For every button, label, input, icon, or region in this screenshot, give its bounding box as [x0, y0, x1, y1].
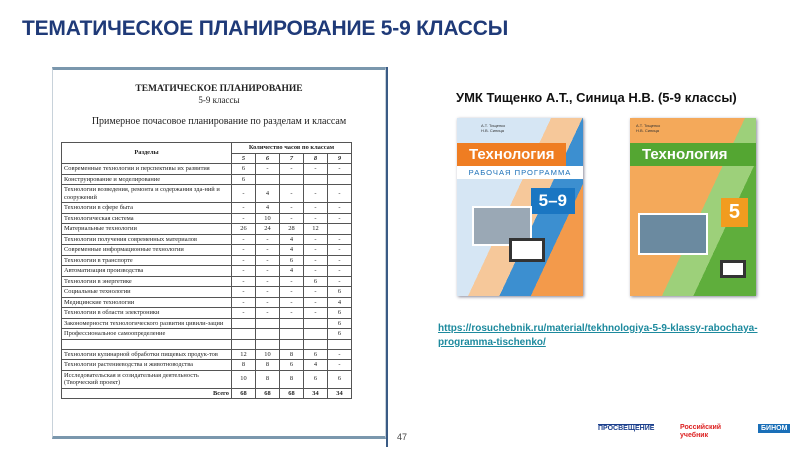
- section-name: Технологии в энергетике: [62, 276, 232, 287]
- hours-cell: -: [328, 185, 352, 203]
- hours-table: [61, 142, 352, 399]
- table-row: [62, 349, 352, 360]
- hours-cell: -: [304, 245, 328, 256]
- section-name: Автоматизация производства: [62, 266, 232, 277]
- hours-cell: -: [304, 297, 328, 308]
- section-name: Всего: [62, 388, 232, 399]
- hours-cell: 6: [328, 287, 352, 298]
- col-header-hours: Количество часов по классам: [232, 143, 352, 154]
- section-name: Технологии возведения, ремонта и содержания зда-ний и сооружений: [62, 185, 232, 203]
- hours-cell: [256, 329, 280, 340]
- hours-cell: -: [232, 203, 256, 214]
- hours-cell: -: [256, 297, 280, 308]
- hours-cell: [280, 329, 304, 340]
- hours-cell: [256, 339, 280, 349]
- hours-cell: [328, 224, 352, 235]
- hours-cell: 6: [328, 370, 352, 388]
- hours-cell: 4: [328, 297, 352, 308]
- hours-cell: 68: [232, 388, 256, 399]
- book-title: Технология: [630, 143, 756, 166]
- table-row: [62, 164, 352, 175]
- hours-cell: -: [328, 360, 352, 371]
- hours-cell: 28: [280, 224, 304, 235]
- hours-cell: 4: [256, 185, 280, 203]
- section-name: Исследовательская и созидательная деятельность (Творческий проект): [62, 370, 232, 388]
- table-row: [62, 318, 352, 329]
- section-name: Технологическая система: [62, 213, 232, 224]
- hours-cell: 26: [232, 224, 256, 235]
- hours-cell: 6: [280, 360, 304, 371]
- hours-cell: -: [304, 164, 328, 175]
- book-title: Технология: [457, 143, 566, 166]
- hours-cell: -: [328, 234, 352, 245]
- hours-cell: 4: [304, 360, 328, 371]
- hours-cell: 34: [304, 388, 328, 399]
- book-authors: А.Т. Тищенко Н.В. Синица: [481, 123, 506, 133]
- hours-cell: -: [328, 245, 352, 256]
- hours-cell: -: [232, 185, 256, 203]
- hours-cell: -: [328, 349, 352, 360]
- section-name: Современные информационные технологии: [62, 245, 232, 256]
- hours-cell: [256, 174, 280, 185]
- section-name: Технологии растениеводства и животноводства: [62, 360, 232, 371]
- hours-cell: 6: [328, 318, 352, 329]
- hours-cell: 6: [328, 329, 352, 340]
- hours-cell: -: [304, 185, 328, 203]
- hours-cell: -: [256, 266, 280, 277]
- hours-cell: -: [280, 185, 304, 203]
- section-name: [62, 339, 232, 349]
- hours-cell: -: [304, 255, 328, 266]
- monitor-icon: [720, 260, 746, 278]
- hours-cell: -: [232, 297, 256, 308]
- hours-cell: [280, 174, 304, 185]
- hours-cell: 34: [328, 388, 352, 399]
- hours-cell: -: [232, 213, 256, 224]
- book-authors: А.Т. Тищенко Н.В. Синица: [636, 123, 661, 133]
- book-grades: 5–9: [531, 188, 575, 214]
- hours-cell: 12: [304, 224, 328, 235]
- hours-cell: 6: [304, 349, 328, 360]
- hours-cell: -: [280, 308, 304, 319]
- table-row: [62, 174, 352, 185]
- hours-cell: 10: [256, 213, 280, 224]
- hours-cell: -: [280, 203, 304, 214]
- section-name: Закономерности технологического развития цивили-зации: [62, 318, 232, 329]
- hours-cell: -: [328, 266, 352, 277]
- hours-cell: 12: [232, 349, 256, 360]
- logo-prosveshchenie: ПРОСВЕЩЕНИЕ: [598, 425, 655, 432]
- hours-cell: 6: [304, 276, 328, 287]
- hours-cell: -: [256, 164, 280, 175]
- table-row: [62, 245, 352, 256]
- planning-document: [52, 67, 386, 439]
- col-header-sections: Разделы: [62, 143, 232, 164]
- hours-cell: -: [328, 255, 352, 266]
- section-name: Конструирование и моделирование: [62, 174, 232, 185]
- table-row: [62, 388, 352, 399]
- table-row: [62, 287, 352, 298]
- class-header: 6: [256, 153, 280, 164]
- table-row: [62, 213, 352, 224]
- hours-cell: 4: [280, 266, 304, 277]
- hours-cell: 68: [256, 388, 280, 399]
- hours-cell: -: [256, 308, 280, 319]
- hours-cell: 8: [280, 370, 304, 388]
- page-number: 47: [397, 432, 408, 442]
- divider: [386, 67, 388, 447]
- section-name: Социальные технологии: [62, 287, 232, 298]
- hours-cell: -: [256, 245, 280, 256]
- hours-cell: [304, 318, 328, 329]
- class-header: 5: [232, 153, 256, 164]
- doc-heading: ТЕМАТИЧЕСКОЕ ПЛАНИРОВАНИЕ: [135, 84, 303, 94]
- hours-cell: 8: [256, 360, 280, 371]
- hours-cell: -: [232, 276, 256, 287]
- section-name: Технологии в транспорте: [62, 255, 232, 266]
- workshop-photo: [638, 213, 708, 255]
- hours-cell: -: [328, 164, 352, 175]
- table-row: [62, 234, 352, 245]
- hours-cell: -: [280, 297, 304, 308]
- table-row: [62, 370, 352, 388]
- hours-cell: -: [328, 276, 352, 287]
- section-name: Материальные технологии: [62, 224, 232, 235]
- hours-cell: -: [256, 234, 280, 245]
- class-header: 9: [328, 153, 352, 164]
- hours-cell: -: [232, 245, 256, 256]
- hours-cell: -: [280, 164, 304, 175]
- hours-cell: 6: [328, 308, 352, 319]
- hours-cell: 6: [304, 370, 328, 388]
- hours-cell: 6: [232, 164, 256, 175]
- hours-cell: 4: [280, 245, 304, 256]
- table-row: [62, 297, 352, 308]
- section-name: Технологии кулинарной обработки пищевых продук-тов: [62, 349, 232, 360]
- hours-cell: -: [232, 234, 256, 245]
- hours-cell: [304, 174, 328, 185]
- hours-cell: -: [304, 287, 328, 298]
- hours-cell: [232, 339, 256, 349]
- hours-cell: 24: [256, 224, 280, 235]
- class-header: 7: [280, 153, 304, 164]
- hours-cell: -: [256, 276, 280, 287]
- hours-cell: -: [304, 266, 328, 277]
- section-name: Технологии получения современных материалов: [62, 234, 232, 245]
- hours-cell: -: [280, 287, 304, 298]
- table-row: [62, 266, 352, 277]
- hours-cell: -: [304, 203, 328, 214]
- logo-rossiyskiy-uchebnik: Российский учебник: [680, 424, 722, 439]
- table-row: [62, 276, 352, 287]
- doc-subtitle: Примерное почасовое планирование по разделам и классам: [91, 116, 347, 127]
- hours-cell: -: [232, 255, 256, 266]
- hours-cell: 6: [232, 174, 256, 185]
- section-name: Технологии в области электроники: [62, 308, 232, 319]
- section-name: Технологии в сфере быта: [62, 203, 232, 214]
- hours-cell: -: [304, 234, 328, 245]
- table-row: [62, 185, 352, 203]
- hours-cell: [232, 318, 256, 329]
- hours-cell: 10: [256, 349, 280, 360]
- hours-cell: 8: [232, 360, 256, 371]
- hours-cell: -: [328, 213, 352, 224]
- hours-cell: 8: [280, 349, 304, 360]
- hours-cell: [304, 339, 328, 349]
- hours-cell: -: [304, 213, 328, 224]
- book-subtitle: РАБОЧАЯ ПРОГРАММА: [457, 166, 583, 179]
- hours-cell: [280, 339, 304, 349]
- slide-title: ТЕМАТИЧЕСКОЕ ПЛАНИРОВАНИЕ 5-9 КЛАССЫ: [22, 17, 509, 40]
- book-cover-grade-5: [630, 118, 756, 296]
- hours-cell: -: [304, 308, 328, 319]
- section-name: Медицинские технологии: [62, 297, 232, 308]
- hours-cell: -: [256, 255, 280, 266]
- monitor-icon: [509, 238, 545, 262]
- hours-cell: [328, 339, 352, 349]
- table-row: [62, 308, 352, 319]
- book-grade: 5: [721, 198, 748, 227]
- hours-cell: 4: [280, 234, 304, 245]
- table-row: [62, 203, 352, 214]
- hours-cell: [232, 329, 256, 340]
- program-link[interactable]: https://rosuchebnik.ru/material/tekhnologiya-5-9-klassy-rabochaya-programma-tischenko/: [438, 323, 758, 348]
- book-cover-work-program: [457, 118, 583, 296]
- hours-cell: -: [232, 308, 256, 319]
- table-row: [62, 339, 352, 349]
- table-row: [62, 329, 352, 340]
- hours-cell: 4: [256, 203, 280, 214]
- doc-grades: 5-9 классы: [198, 95, 240, 105]
- hours-cell: -: [280, 276, 304, 287]
- section-name: Профессиональное самоопределение: [62, 329, 232, 340]
- logo-binom: БИНОМ: [758, 424, 790, 433]
- hours-cell: [280, 318, 304, 329]
- hours-cell: 8: [256, 370, 280, 388]
- hours-cell: -: [328, 203, 352, 214]
- hours-cell: -: [280, 213, 304, 224]
- hours-cell: -: [232, 287, 256, 298]
- hours-cell: [256, 318, 280, 329]
- hours-cell: -: [232, 266, 256, 277]
- hours-cell: -: [256, 287, 280, 298]
- hours-cell: 6: [280, 255, 304, 266]
- hours-cell: [304, 329, 328, 340]
- table-row: [62, 224, 352, 235]
- section-name: Современные технологии и перспективы их развития: [62, 164, 232, 175]
- umk-heading: УМК Тищенко А.Т., Синица Н.В. (5-9 классы): [456, 90, 737, 105]
- hours-cell: [328, 174, 352, 185]
- hours-cell: 68: [280, 388, 304, 399]
- class-header: 8: [304, 153, 328, 164]
- hours-cell: 10: [232, 370, 256, 388]
- table-row: [62, 255, 352, 266]
- table-row: [62, 360, 352, 371]
